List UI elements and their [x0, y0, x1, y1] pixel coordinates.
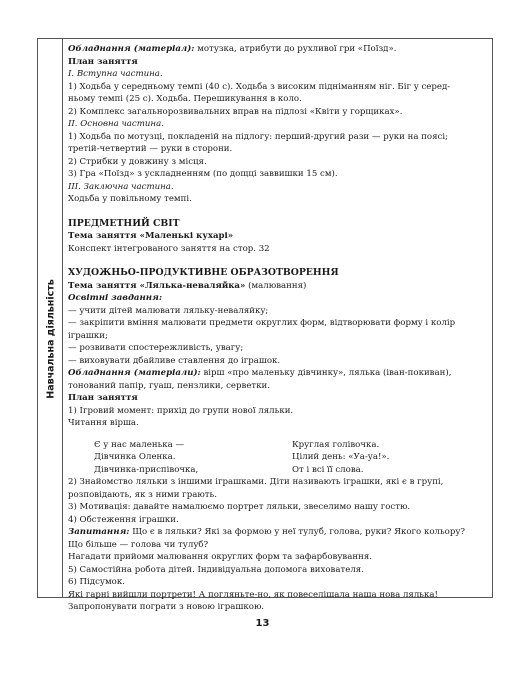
topic-normal: (малювання) — [245, 280, 307, 291]
question-text: Що є в ляльки? Які за формою у неї тулуб, голова, руки? Якого кольору? — [129, 527, 465, 537]
text-line: 3) Мотивація: давайте намалюємо портрет ляльки, звеселимо нашу гостю. — [68, 502, 411, 512]
text-line: 1) Ходьба у середньому темпі (40 с). Ходьба з високим підніманням ніг. Біг у серед- — [68, 81, 451, 92]
task-item: — виховувати дбайливе ставлення до іграшок. — [68, 355, 281, 366]
poem-line: Круглая голівочка. — [292, 439, 380, 450]
topic-bold: Тема заняття «Лялька-неваляйка» — [68, 280, 246, 291]
text-line: 4) Обстеження іграшки. — [68, 514, 179, 525]
text-line: 1) Ходьба по мотузці, покладеній на підлогу: перший-другий рази — руки на поясі; — [68, 131, 448, 142]
equipment-line — [68, 367, 490, 380]
text-line: тонований папір, гуаш, пензлики, серветки. — [68, 380, 271, 391]
text-line: 2) Знайомство ляльки з іншими іграшками. Діти називають іграшки, які є в групі, — [68, 477, 444, 487]
poem-line: Дівчинка Оленка. — [94, 452, 176, 462]
text-line: Читання вірша. — [68, 418, 139, 428]
poem-left-column — [94, 439, 292, 477]
equipment-text: вірш «про маленьку дівчинку», лялька (іван-покиван), — [200, 368, 452, 378]
text-line: Що більше — голова чи тулуб? — [68, 539, 209, 550]
content-column — [68, 43, 490, 614]
text-line: 3) Гра «Поїзд» з ускладненням (по дощці заввишки 15 см). — [68, 169, 338, 179]
text-line: Запропонувати пограти з новою іграшкою. — [68, 602, 265, 612]
sidebar-column — [38, 39, 63, 597]
text-line: ньому темпі (25 с). Ходьба. Перешикування в коло. — [68, 94, 302, 104]
poem-line: От і всі її слова. — [292, 464, 364, 475]
text-line: Нагадати прийоми малювання округлих форм та зафарбовування. — [68, 552, 372, 562]
equipment-text: мотузка, атрибути до рухливої гри «Поїзд». — [194, 44, 397, 54]
part-main: ІІ. Основна частина. — [68, 119, 164, 129]
task-item: — учити дітей малювати ляльку-неваляйку; — [68, 305, 269, 316]
tasks-heading: Освітні завдання: — [68, 293, 163, 303]
text-line: Які гарні вийшли портрети! А погляньте-но, як повеселішала наша нова лялька! — [68, 589, 438, 600]
question-line — [68, 526, 490, 539]
section-title-art: ХУДОЖНЬО-ПРОДУКТИВНЕ ОБРАЗОТВОРЕННЯ — [68, 267, 339, 278]
text-line: Конспект інтегрованого заняття на стор. 32 — [68, 243, 270, 254]
plan-heading: План заняття — [68, 393, 138, 403]
text-line: 5) Самостійна робота дітей. Індивідуальна допомога вихователя. — [68, 564, 364, 575]
topic-line: Тема заняття «Маленькі кухарі» — [68, 231, 234, 241]
text-line: 1) Ігровий момент: прихід до групи нової ляльки. — [68, 405, 294, 416]
task-item: іграшки; — [68, 330, 108, 341]
task-item: — розвивати спостережливість, увагу; — [68, 343, 244, 353]
section-title-subject-world: ПРЕДМЕТНИЙ СВІТ — [68, 217, 180, 229]
text-line: третій-четвертий — руки в сторони. — [68, 144, 233, 154]
part-intro: І. Вступна частина. — [68, 69, 163, 79]
topic-line — [68, 280, 490, 293]
text-line: розповідають, як з ними грають. — [68, 489, 217, 500]
question-label: Запитання: — [68, 527, 130, 537]
poem-right-column — [292, 439, 490, 477]
equipment-label: Обладнання (матеріали): — [68, 368, 201, 378]
poem — [68, 439, 490, 477]
text-line: Ходьба у повільному темпі. — [68, 194, 192, 204]
text-line: 2) Стрибки у довжину з місця. — [68, 156, 207, 167]
equipment-line — [68, 43, 490, 56]
poem-line: Цілий день: «Уа-уа!». — [292, 452, 390, 462]
task-item: — закріпити вміння малювати предмети округлих форм, відтворювати форму і колір — [68, 318, 456, 328]
page-frame — [37, 38, 493, 612]
page-number: 13 — [255, 618, 270, 629]
sidebar-label: Навчальна діяльність — [45, 279, 56, 399]
part-final: ІІІ. Заключна частина. — [68, 181, 174, 192]
text-line: 2) Комплекс загальнорозвивальних вправ на підлозі «Квіти у горщиках». — [68, 106, 403, 117]
poem-line: Дівчинка-приспівочка, — [94, 464, 199, 475]
equipment-label: Обладнання (матеріал): — [68, 44, 195, 54]
plan-heading: План заняття — [68, 56, 138, 67]
poem-line: Є у нас маленька — — [94, 439, 185, 450]
text-line: 6) Підсумок. — [68, 577, 125, 587]
